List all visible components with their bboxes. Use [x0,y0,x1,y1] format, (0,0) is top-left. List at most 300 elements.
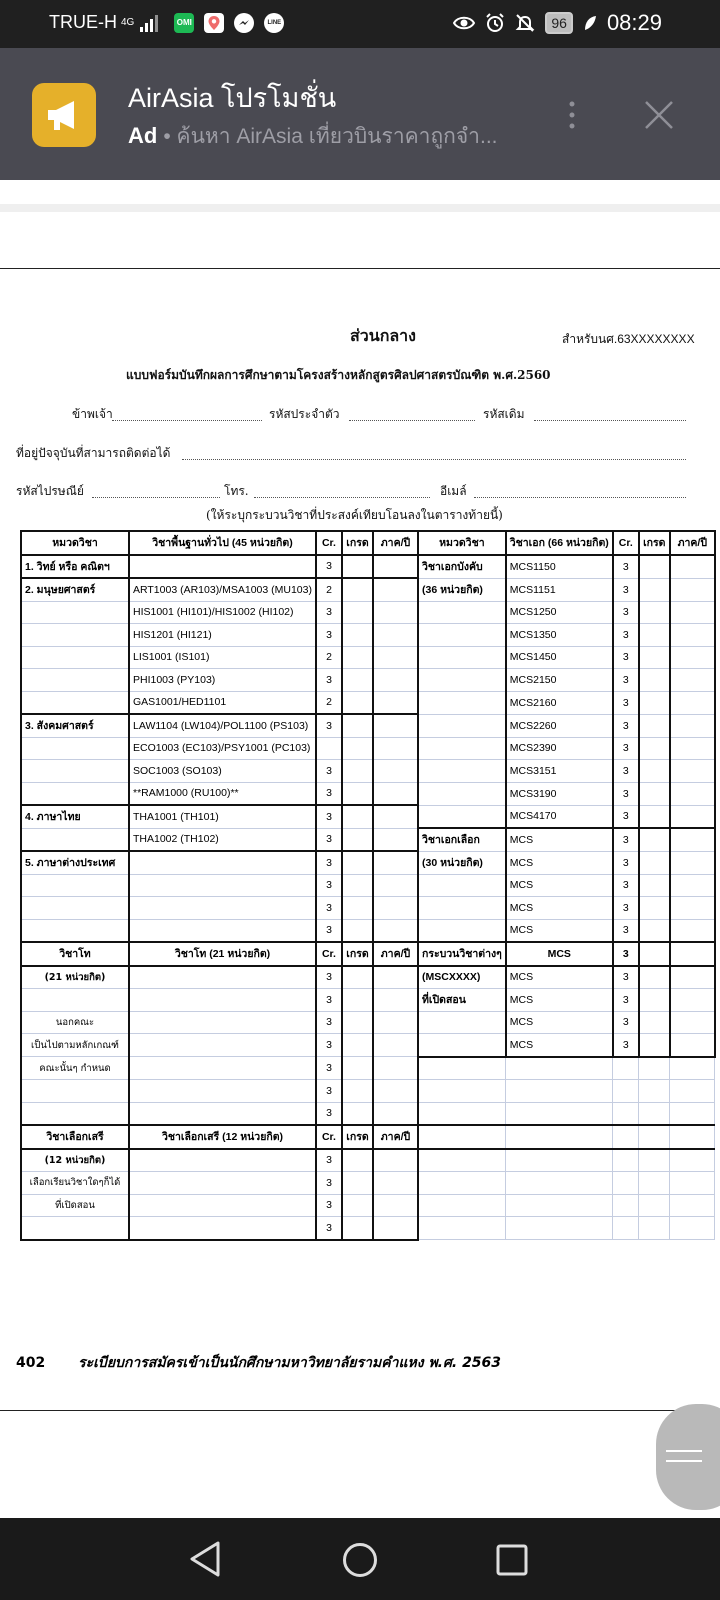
right-empty-cell [613,1102,639,1125]
right-category-cell: กระบวนวิชาต่างๆ [418,942,506,966]
right-empty-cell [506,1057,613,1080]
right-term-cell[interactable] [670,555,715,579]
field-postcode-line [92,497,220,498]
right-header-cell: หมวดวิชา [418,531,506,555]
right-empty-cell [613,1194,639,1217]
course-table [20,530,716,1241]
right-empty-cell [613,1125,639,1149]
right-empty-cell [506,1102,613,1125]
right-empty-cell [639,1057,670,1080]
right-empty-cell [506,1217,613,1240]
right-empty-cell [639,1102,670,1125]
right-credit-cell: 3 [613,919,639,942]
left-course-cell[interactable] [129,1057,316,1080]
ad-banner[interactable] [0,48,720,180]
right-course-cell: MCS3190 [506,782,613,805]
left-category-cell: 5. ภาษาต่างประเทศ [21,851,129,874]
field-phone-line [254,497,430,498]
table-row [21,1011,715,1034]
left-term-cell[interactable] [373,1149,418,1172]
ad-subtitle-text: • ค้นหา AirAsia เที่ยวบินราคาถูกจำ... [163,125,498,148]
right-term-cell[interactable] [670,714,715,737]
right-credit-cell: 3 [613,851,639,874]
status-right [453,10,662,36]
left-category-cell [21,897,129,920]
right-grade-cell[interactable] [639,942,670,966]
left-grade-cell[interactable] [342,1057,373,1080]
right-term-cell[interactable] [670,624,715,647]
right-course-cell: MCS1350 [506,624,613,647]
left-term-cell[interactable] [373,805,418,828]
left-category-cell [21,646,129,669]
right-grade-cell[interactable] [639,782,670,805]
right-credit-cell: 3 [613,737,639,760]
footer-text: ระเบียบการสมัครเข้าเป็นนักศึกษามหาวิทยาลัยรามคำแหง พ.ศ. 2563 [78,1355,502,1371]
page-bottom-rule [0,1410,720,1411]
right-category-cell: (30 หน่วยกิต) [418,851,506,874]
document-heading: ส่วนกลาง [350,326,416,345]
left-term-cell[interactable] [373,782,418,805]
right-empty-cell [670,1149,715,1172]
right-credit-cell: 3 [613,897,639,920]
table-row [21,691,715,714]
left-term-cell[interactable] [373,1172,418,1195]
right-empty-cell [418,1172,506,1195]
left-credit-cell: 3 [316,1080,342,1103]
left-credit-cell: 3 [316,966,342,989]
right-credit-cell: 3 [613,782,639,805]
left-course-cell: **RAM1000 (RU100)** [129,782,316,805]
left-header-cell: หมวดวิชา [21,531,129,555]
eye-icon [453,15,475,31]
left-category-cell [21,1102,129,1125]
omi-app-icon: OMI [174,13,194,33]
right-empty-cell [418,1194,506,1217]
field-postcode-label: รหัสไปรษณีย์ [16,484,84,498]
right-term-cell[interactable] [670,966,715,989]
right-term-cell[interactable] [670,828,715,851]
page-divider [0,204,720,212]
right-term-cell[interactable] [670,646,715,669]
left-grade-cell[interactable] [342,737,373,760]
ad-subtitle[interactable] [128,120,497,153]
status-bar [0,0,720,48]
right-header-cell: ภาค/ปี [670,531,715,555]
right-term-cell[interactable] [670,1034,715,1057]
right-empty-cell [418,1102,506,1125]
form-title: แบบฟอร์มบันทึกผลการศึกษาตามโครงสร้างหลักสูตรศิลปศาสตรบัณฑิต พ.ศ.2560 [126,368,551,382]
right-grade-cell[interactable] [639,737,670,760]
left-grade-cell[interactable] [342,555,373,579]
right-empty-cell [418,1125,506,1149]
left-header-cell: เกรด [342,1125,373,1149]
right-empty-cell [613,1149,639,1172]
left-term-cell[interactable] [373,989,418,1012]
left-grade-cell[interactable] [342,669,373,692]
left-grade-cell[interactable] [342,874,373,897]
right-category-cell [418,760,506,783]
right-credit-cell: 3 [613,966,639,989]
left-term-cell[interactable] [373,1194,418,1217]
left-credit-cell: 3 [316,919,342,942]
table-row [21,919,715,942]
right-grade-cell[interactable] [639,624,670,647]
left-term-cell[interactable] [373,578,418,601]
left-category-cell [21,691,129,714]
left-grade-cell[interactable] [342,805,373,828]
left-credit-cell: 3 [316,555,342,579]
menu-fab[interactable] [656,1404,720,1510]
left-grade-cell[interactable] [342,1080,373,1103]
left-course-cell[interactable] [129,1102,316,1125]
right-empty-cell [418,1217,506,1240]
right-grade-cell[interactable] [639,691,670,714]
right-category-cell [418,805,506,828]
left-course-cell[interactable] [129,1034,316,1057]
right-course-cell: MCS2260 [506,714,613,737]
table-row [21,624,715,647]
table-row [21,1102,715,1125]
left-grade-cell[interactable] [342,897,373,920]
table-row [21,578,715,601]
left-grade-cell[interactable] [342,966,373,989]
right-credit-cell: 3 [613,828,639,851]
right-empty-cell [639,1194,670,1217]
right-credit-cell: 3 [613,714,639,737]
left-credit-cell: 3 [316,1217,342,1240]
left-course-cell [129,555,316,579]
left-term-cell[interactable] [373,851,418,874]
left-category-cell [21,624,129,647]
table-row [21,851,715,874]
right-grade-cell[interactable] [639,578,670,601]
right-grade-cell[interactable] [639,897,670,920]
left-header-cell: Cr. [316,942,342,966]
left-term-cell[interactable] [373,874,418,897]
right-empty-cell [506,1149,613,1172]
left-category-cell: (12 หน่วยกิต) [21,1149,129,1172]
more-options-icon[interactable] [568,100,576,130]
right-course-cell: MCS [506,942,613,966]
right-category-cell: ที่เปิดสอน [418,989,506,1012]
right-term-cell[interactable] [670,760,715,783]
table-row [21,989,715,1012]
right-term-cell[interactable] [670,669,715,692]
left-grade-cell[interactable] [342,1011,373,1034]
left-term-cell[interactable] [373,919,418,942]
left-header-cell: เกรด [342,942,373,966]
left-category-cell: ที่เปิดสอน [21,1194,129,1217]
right-empty-cell [639,1172,670,1195]
left-category-cell [21,828,129,851]
right-empty-cell [506,1172,613,1195]
right-credit-cell: 3 [613,989,639,1012]
table-row [21,601,715,624]
left-course-cell: ART1003 (AR103)/MSA1003 (MU103) [129,578,316,601]
left-grade-cell[interactable] [342,919,373,942]
right-course-cell: MCS [506,919,613,942]
field-address-label: ที่อยู่ปัจจุบันที่สามารถติดต่อได้ [16,446,171,460]
table-row [21,897,715,920]
left-grade-cell[interactable] [342,1149,373,1172]
right-grade-cell[interactable] [639,601,670,624]
page-top-rule [0,268,720,269]
left-term-cell[interactable] [373,760,418,783]
left-course-cell: ECO1003 (EC103)/PSY1001 (PC103) [129,737,316,760]
left-term-cell[interactable] [373,714,418,737]
back-triangle-icon[interactable] [188,1540,222,1578]
left-category-cell: นอกคณะ [21,1011,129,1034]
table-row [21,1217,715,1240]
left-term-cell[interactable] [373,624,418,647]
left-course-cell: PHI1003 (PY103) [129,669,316,692]
bell-off-icon [515,13,535,33]
ad-badge: Ad [128,123,158,148]
left-term-cell[interactable] [373,691,418,714]
left-credit-cell: 3 [316,624,342,647]
left-course-cell[interactable] [129,1080,316,1103]
left-grade-cell[interactable] [342,1217,373,1240]
field-email-label: อีเมล์ [440,484,467,498]
right-term-cell[interactable] [670,805,715,828]
right-empty-cell [613,1057,639,1080]
right-grade-cell[interactable] [639,669,670,692]
right-course-cell: MCS [506,989,613,1012]
left-category-cell: 4. ภาษาไทย [21,805,129,828]
left-category-cell [21,760,129,783]
field-email-line [474,497,686,498]
right-credit-cell: 3 [613,942,639,966]
right-term-cell[interactable] [670,782,715,805]
left-term-cell[interactable] [373,646,418,669]
right-empty-cell [613,1080,639,1103]
left-grade-cell[interactable] [342,782,373,805]
right-term-cell[interactable] [670,989,715,1012]
right-empty-cell [670,1057,715,1080]
right-category-cell [418,646,506,669]
left-grade-cell[interactable] [342,828,373,851]
right-credit-cell: 3 [613,760,639,783]
right-term-cell[interactable] [670,874,715,897]
left-term-cell[interactable] [373,897,418,920]
left-grade-cell[interactable] [342,601,373,624]
close-icon[interactable] [644,100,674,130]
field-student-id-line [349,420,475,421]
right-header-cell: วิชาเอก (66 หน่วยกิต) [506,531,613,555]
left-course-cell[interactable] [129,989,316,1012]
right-course-cell: MCS [506,828,613,851]
right-credit-cell: 3 [613,805,639,828]
left-term-cell[interactable] [373,828,418,851]
megaphone-icon [32,83,96,147]
left-credit-cell: 2 [316,646,342,669]
left-grade-cell[interactable] [342,624,373,647]
left-term-cell[interactable] [373,1080,418,1103]
left-course-cell [129,874,316,897]
right-grade-cell[interactable] [639,805,670,828]
recents-square-icon[interactable] [496,1544,528,1576]
field-name-line [112,420,262,421]
right-course-cell: MCS1151 [506,578,613,601]
left-course-cell [129,851,316,874]
table-row [21,714,715,737]
right-course-cell: MCS [506,897,613,920]
right-term-cell[interactable] [670,578,715,601]
left-grade-cell[interactable] [342,1194,373,1217]
left-term-cell[interactable] [373,1102,418,1125]
right-term-cell[interactable] [670,897,715,920]
right-category-cell [418,714,506,737]
instruction-text: (ให้ระบุกระบวนวิชาที่ประสงค์เทียบโอนลงในตารางท้ายนี้) [206,508,503,522]
right-category-cell [418,897,506,920]
left-credit-cell: 3 [316,1011,342,1034]
left-category-cell: คณะนั้นๆ กำหนด [21,1057,129,1080]
right-grade-cell[interactable] [639,1011,670,1034]
right-grade-cell[interactable] [639,919,670,942]
right-grade-cell[interactable] [639,828,670,851]
right-course-cell: MCS [506,851,613,874]
left-category-cell [21,737,129,760]
left-course-cell[interactable] [129,1011,316,1034]
left-course-cell: HIS1001 (HI101)/HIS1002 (HI102) [129,601,316,624]
left-credit-cell: 3 [316,1194,342,1217]
left-course-cell[interactable] [129,1149,316,1172]
left-credit-cell: 2 [316,691,342,714]
left-term-cell[interactable] [373,1057,418,1080]
line-app-icon: LINE [264,13,284,33]
field-student-id-label: รหัสประจำตัว [269,407,340,421]
left-credit-cell: 3 [316,1057,342,1080]
left-term-cell[interactable] [373,966,418,989]
right-category-cell [418,669,506,692]
right-empty-cell [670,1172,715,1195]
left-header-cell: เกรด [342,531,373,555]
ad-title[interactable]: AirAsia โปรโมชั่น [128,83,337,113]
right-category-cell: (MSCXXXX) [418,966,506,989]
right-credit-cell: 3 [613,1034,639,1057]
page-footer [16,1352,501,1374]
right-grade-cell[interactable] [639,714,670,737]
left-category-cell [21,874,129,897]
right-grade-cell[interactable] [639,989,670,1012]
left-course-cell: THA1002 (TH102) [129,828,316,851]
table-row [21,805,715,828]
left-course-cell: GAS1001/HED1101 [129,691,316,714]
right-category-cell [418,1034,506,1057]
status-left [49,12,284,33]
home-circle-icon[interactable] [342,1542,378,1578]
left-grade-cell[interactable] [342,714,373,737]
right-term-cell[interactable] [670,919,715,942]
left-category-cell [21,669,129,692]
left-grade-cell[interactable] [342,646,373,669]
right-credit-cell: 3 [613,578,639,601]
right-empty-cell [670,1217,715,1240]
left-category-cell [21,1217,129,1240]
field-old-id-line [534,420,686,421]
table-row [21,1080,715,1103]
right-course-cell: MCS [506,1034,613,1057]
left-header-cell: Cr. [316,531,342,555]
right-category-cell [418,1011,506,1034]
right-course-cell: MCS3151 [506,760,613,783]
left-category-cell [21,601,129,624]
left-course-cell[interactable] [129,1172,316,1195]
left-course-cell[interactable] [129,966,316,989]
left-grade-cell[interactable] [342,760,373,783]
table-row [21,1125,715,1149]
left-credit-cell: 3 [316,805,342,828]
left-grade-cell[interactable] [342,1172,373,1195]
left-credit-cell: 3 [316,601,342,624]
map-pin-app-icon [204,13,224,33]
left-term-cell[interactable] [373,555,418,579]
left-header-cell: วิชาเลือกเสรี (12 หน่วยกิต) [129,1125,316,1149]
right-category-cell: วิชาเอกบังคับ [418,555,506,579]
left-course-cell: HIS1201 (HI121) [129,624,316,647]
left-course-cell[interactable] [129,1217,316,1240]
left-grade-cell[interactable] [342,851,373,874]
right-grade-cell[interactable] [639,646,670,669]
right-grade-cell[interactable] [639,851,670,874]
left-term-cell[interactable] [373,601,418,624]
table-row [21,555,715,579]
left-category-cell [21,1080,129,1103]
left-category-cell: 1. วิทย์ หรือ คณิตฯ [21,555,129,579]
right-category-cell [418,737,506,760]
right-category-cell [418,874,506,897]
left-course-cell[interactable] [129,1194,316,1217]
left-grade-cell[interactable] [342,1102,373,1125]
clock: 08:29 [606,10,662,35]
right-term-cell[interactable] [670,851,715,874]
left-term-cell[interactable] [373,1034,418,1057]
table-row [21,760,715,783]
left-term-cell[interactable] [373,1217,418,1240]
right-grade-cell[interactable] [639,555,670,579]
right-category-cell [418,624,506,647]
right-term-cell[interactable] [670,691,715,714]
left-grade-cell[interactable] [342,989,373,1012]
right-term-cell[interactable] [670,737,715,760]
right-term-cell[interactable] [670,1011,715,1034]
left-term-cell[interactable] [373,669,418,692]
left-term-cell[interactable] [373,737,418,760]
left-term-cell[interactable] [373,1011,418,1034]
table-row [21,531,715,555]
left-grade-cell[interactable] [342,691,373,714]
right-term-cell[interactable] [670,942,715,966]
right-grade-cell[interactable] [639,966,670,989]
right-empty-cell [418,1057,506,1080]
alarm-icon [485,13,505,33]
right-grade-cell[interactable] [639,1034,670,1057]
right-credit-cell: 3 [613,669,639,692]
table-row [21,966,715,989]
table-row [21,874,715,897]
right-grade-cell[interactable] [639,760,670,783]
right-category-cell [418,601,506,624]
left-grade-cell[interactable] [342,578,373,601]
right-course-cell: MCS4170 [506,805,613,828]
left-header-cell: ภาค/ปี [373,531,418,555]
left-credit-cell: 3 [316,1102,342,1125]
right-grade-cell[interactable] [639,874,670,897]
right-term-cell[interactable] [670,601,715,624]
table-row [21,1172,715,1195]
left-grade-cell[interactable] [342,1034,373,1057]
left-category-cell: (21 หน่วยกิต) [21,966,129,989]
